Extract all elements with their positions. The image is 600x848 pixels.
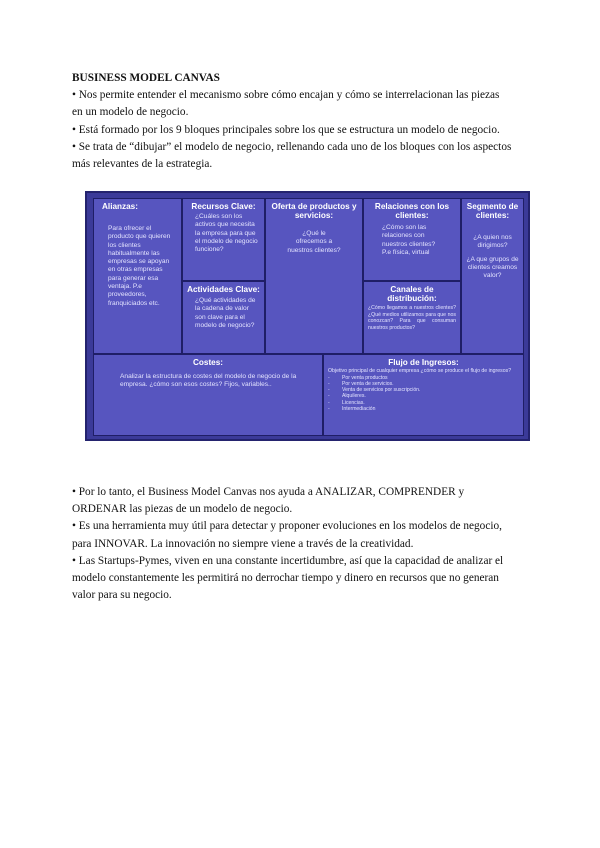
block-alianzas-title: Alianzas:: [102, 202, 138, 211]
outro-section: [72, 484, 512, 604]
intro-bullet-1: • Nos permite entender el mecanismo sobre cómo encajan y cómo se interrelacionan las piezas en un modelo de negocio.: [72, 89, 500, 119]
block-relaciones-text: ¿Cómo son las relaciones con nuestros clientes? P.e física, virtual: [382, 224, 436, 256]
block-canales-title: Canales de distribución:: [387, 285, 437, 303]
block-alianzas-text: Para ofrecer el producto que quieren los clientes habitualmente las empresas se apoyan en otras empresas para generar esa ventaja. P.e proveedores, franquiciados etc.: [108, 225, 171, 307]
block-oferta-text: ¿Qué le ofrecemos a nuestros clientes?: [287, 230, 341, 254]
block-actividades-text: ¿Qué actividades de la cadena de valor son clave para el modelo de negocio?: [195, 297, 256, 329]
business-model-canvas-diagram: [85, 191, 530, 441]
block-relaciones: [363, 198, 461, 281]
list-item: - Venta de servicios por suscripción.: [328, 387, 421, 394]
block-segmento-question-1: ¿A quien nos dirigimos?: [473, 234, 512, 250]
block-canales: [363, 281, 461, 354]
intro-section: [72, 70, 512, 173]
block-costes-title: Costes:: [192, 358, 224, 367]
block-actividades: [182, 281, 265, 354]
block-relaciones-title: Relaciones con los clientes:: [374, 202, 450, 220]
block-oferta: [265, 198, 363, 354]
block-segmento-question-2: ¿A que grupos de clientes creamos valor?: [466, 255, 519, 280]
block-ingresos-text: Objetivo principal de cualquier empresa ¿cómo se produce el flujo de ingresos?: [328, 368, 512, 374]
block-canales-text: ¿Cómo llegamos a nuestros clientes? ¿Qué medios utilizamos para que nos conozcan? Para que consuman nuestros productos?: [368, 305, 456, 331]
block-costes-text: Analizar la estructura de costes del modelo de negocio de la empresa. ¿cómo son esos costes? Fijos, variables..: [120, 373, 297, 389]
block-alianzas: [93, 198, 182, 354]
block-ingresos: [323, 354, 524, 436]
block-actividades-title: Actividades Clave:: [187, 285, 260, 294]
list-item: - Licencias.: [328, 399, 365, 406]
block-segmento-body: [466, 234, 519, 280]
block-ingresos-list: [328, 375, 519, 413]
document-title: BUSINESS MODEL CANVAS: [72, 72, 220, 84]
list-item: - Alquileres.: [328, 393, 366, 400]
block-segmento: [461, 198, 524, 354]
intro-bullet-2: • Está formado por los 9 bloques principales sobre los que se estructura un modelo de negocio.: [72, 123, 500, 136]
outro-bullet-1: • Por lo tanto, el Business Model Canvas nos ayuda a ANALIZAR, COMPRENDER y ORDENAR las piezas de un modelo de negocio.: [72, 486, 465, 516]
list-item: - Intermediación: [328, 406, 376, 413]
block-segmento-title: Segmento de clientes:: [466, 202, 519, 220]
list-item: - Por venta de servicios.: [328, 380, 394, 387]
block-ingresos-title: Flujo de Ingresos:: [388, 358, 459, 367]
outro-bullet-3: • Las Startups-Pymes, viven en una constante incertidumbre, así que la capacidad de analizar el modelo constantemente les permitirá no derrochar tiempo y dinero en recursos que no generan valor para su negocio.: [72, 554, 504, 602]
block-recursos: [182, 198, 265, 281]
intro-bullet-3: • Se trata de “dibujar” el modelo de negocio, rellenando cada uno de los bloques con los aspectos más relevantes de la estrategia.: [72, 140, 512, 171]
block-costes: [93, 354, 323, 436]
block-oferta-title: Oferta de productos y servicios:: [271, 202, 357, 220]
block-recursos-text: ¿Cuáles son los activos que necesita la empresa para que el modelo de negocio funcione?: [195, 213, 258, 254]
outro-bullet-2: • Es una herramienta muy útil para detectar y proponer evoluciones en los modelos de negocio, para INNOVAR. La innovación no siempre viene a través de la creatividad.: [72, 520, 502, 550]
block-recursos-title: Recursos Clave:: [191, 202, 256, 211]
list-item: - Por venta productos: [328, 374, 388, 381]
